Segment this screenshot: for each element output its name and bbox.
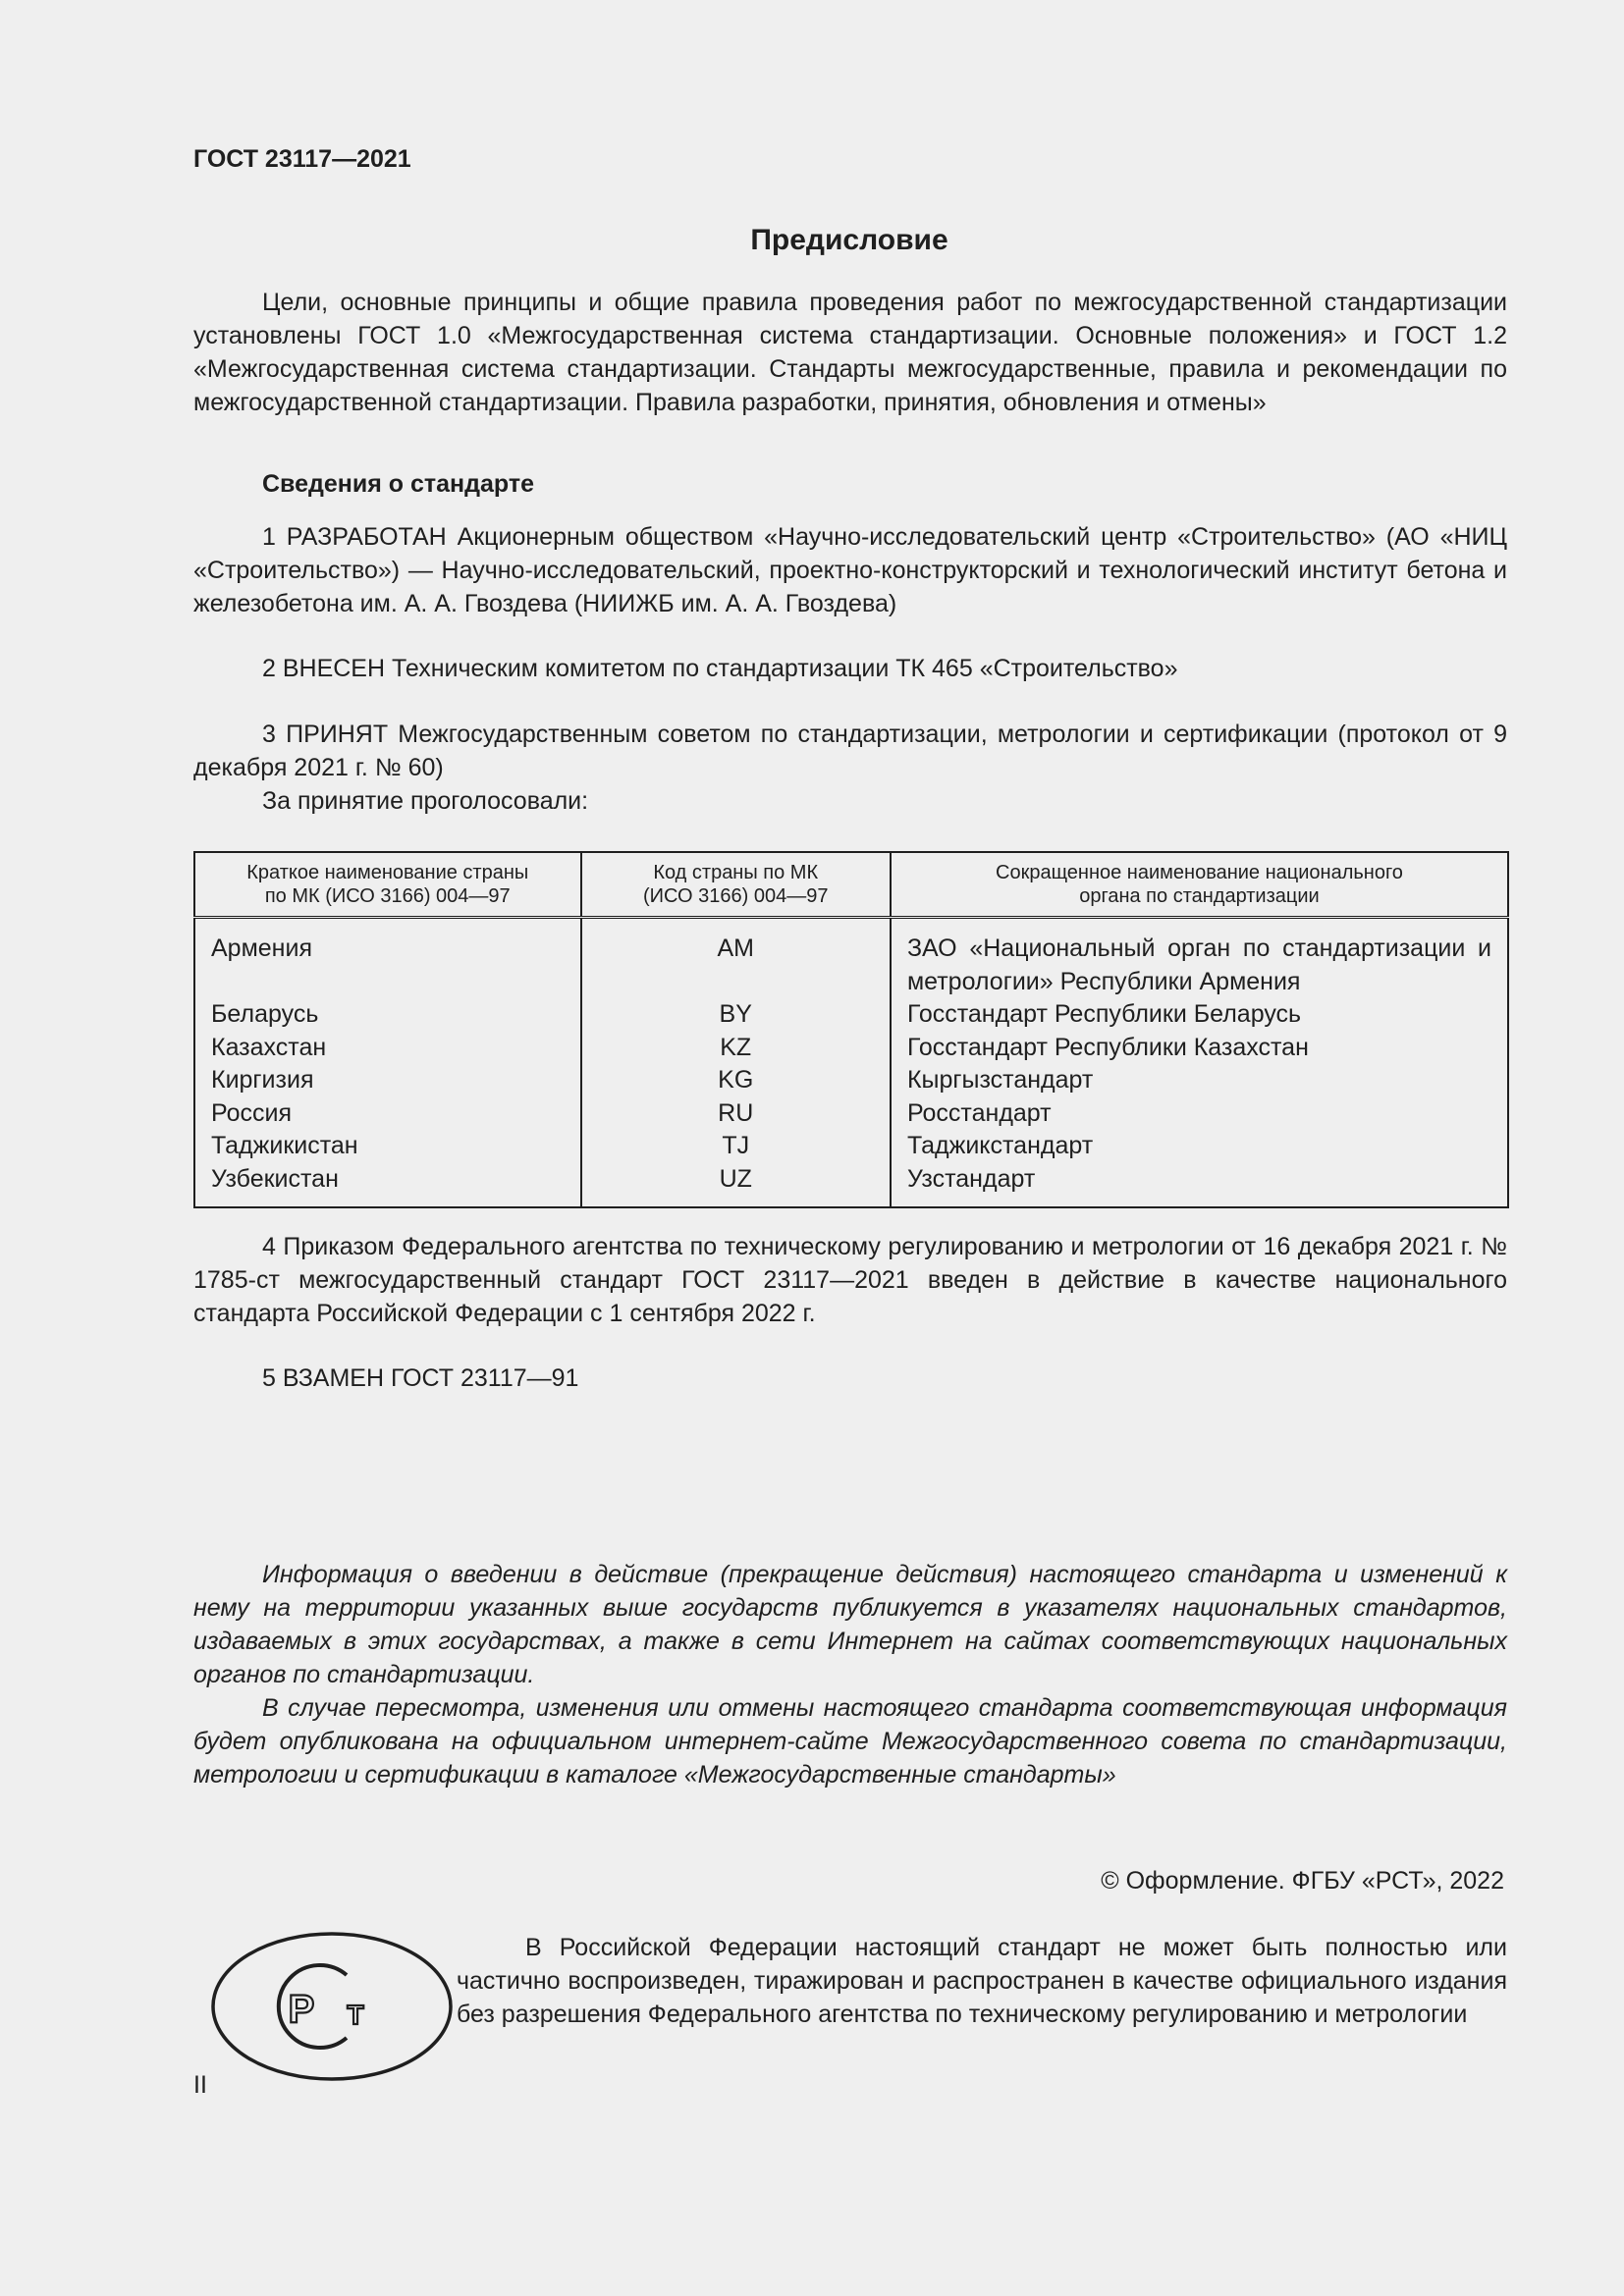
page-title: Предисловие <box>750 224 948 256</box>
section-heading: Сведения о стандарте <box>262 470 535 498</box>
body-cell: Госстандарт Республики Казахстан <box>891 1032 1508 1065</box>
table-row <box>194 1032 1508 1065</box>
intro-paragraph: Цели, основные принципы и общие правила проведения работ по межгосударственной стандартизации установлены ГОСТ 1.0 «Межгосударственная система стандартизации. Основные положения» и ГОСТ 1.2 «Межгосударственная система стандартизации. Стандарты межгосударственные, правила и рекомендации по межгосударственной стандартизации. Правила разработки, принятия, обновления и отмены» <box>193 289 1507 416</box>
body-cell: ЗАО «Национальный орган по стандартизации и метрологии» Республики Армения <box>891 918 1508 999</box>
table-header-row <box>194 852 1508 918</box>
item-introduced: 2 ВНЕСЕН Техническим комитетом по стандартизации ТК 465 «Строительство» <box>262 655 1178 682</box>
rst-logo-letter-p: Р <box>288 1988 315 2031</box>
header-country-code: Код страны по МК (ИСО 3166) 004—97 <box>581 852 891 918</box>
table-row <box>194 1064 1508 1097</box>
table-row <box>194 918 1508 999</box>
voted-intro: За принятие проголосовали: <box>262 787 589 815</box>
country-cell: Таджикистан <box>194 1130 581 1163</box>
reproduction-notice: В Российской Федерации настоящий стандарт не может быть полностью или частично воспроизведен, тиражирован и распространен в качестве официального издания без разрешения Федерального агентства по техническому регулированию и метрологии <box>457 1934 1507 2028</box>
code-cell: UZ <box>581 1163 891 1208</box>
item-order: 4 Приказом Федерального агентства по техническому регулированию и метрологии от 16 декабря 2021 г. № 1785-ст межгосударственный стандарт ГОСТ 23117—2021 введен в действие в качестве национального стандарта Российской Федерации с 1 сентября 2022 г. <box>193 1233 1507 1327</box>
copyright-line: © Оформление. ФГБУ «РСТ», 2022 <box>1101 1867 1504 1895</box>
country-cell: Киргизия <box>194 1064 581 1097</box>
code-cell: BY <box>581 998 891 1032</box>
rst-logo <box>209 1928 455 2085</box>
table-row <box>194 998 1508 1032</box>
rst-logo-letter-t: Т <box>347 2000 364 2030</box>
table-row <box>194 1130 1508 1163</box>
code-cell: TJ <box>581 1130 891 1163</box>
code-cell: KG <box>581 1064 891 1097</box>
code-cell: RU <box>581 1097 891 1131</box>
voting-table <box>193 851 1509 1208</box>
body-cell: Кыргызстандарт <box>891 1064 1508 1097</box>
country-cell: Узбекистан <box>194 1163 581 1208</box>
country-cell: Россия <box>194 1097 581 1131</box>
body-cell: Таджикстандарт <box>891 1130 1508 1163</box>
item-adopted: 3 ПРИНЯТ Межгосударственным советом по стандартизации, метрологии и сертификации (протокол от 9 декабря 2021 г. № 60) <box>193 721 1507 781</box>
header-national-body: Сокращенное наименование национального органа по стандартизации <box>891 852 1508 918</box>
table-row <box>194 1097 1508 1131</box>
item-replaces: 5 ВЗАМЕН ГОСТ 23117—91 <box>262 1364 579 1392</box>
table-row <box>194 1163 1508 1208</box>
country-cell: Армения <box>194 918 581 999</box>
header-country-name: Краткое наименование страны по МК (ИСО 3166) 004—97 <box>194 852 581 918</box>
info-paragraph-1: Информация о введении в действие (прекращение действия) настоящего стандарта и изменений к нему на территории указанных выше государств публикуется в указателях национальных стандартов, издаваемых в этих государствах, а также в сети Интернет на сайтах соответствующих национальных органов по стандартизации. <box>193 1561 1507 1688</box>
body-cell: Росстандарт <box>891 1097 1508 1131</box>
document-code: ГОСТ 23117—2021 <box>193 145 411 173</box>
body-cell: Узстандарт <box>891 1163 1508 1208</box>
info-paragraph-2: В случае пересмотра, изменения или отмены настоящего стандарта соответствующая информация будет опубликована на официальном интернет-сайте Межгосударственного совета по стандартизации, метрологии и сертификации в каталоге «Межгосударственные стандарты» <box>193 1694 1507 1789</box>
code-cell: AM <box>581 918 891 999</box>
body-cell: Госстандарт Республики Беларусь <box>891 998 1508 1032</box>
page-number: II <box>193 2071 207 2099</box>
country-cell: Беларусь <box>194 998 581 1032</box>
country-cell: Казахстан <box>194 1032 581 1065</box>
code-cell: KZ <box>581 1032 891 1065</box>
item-developed: 1 РАЗРАБОТАН Акционерным обществом «Научно-исследовательский центр «Строительство» (АО «НИЦ «Строительство») — Научно-исследовательский, проектно-конструкторский и технологический институт бетона и железобетона им. А. А. Гвоздева (НИИЖБ им. А. А. Гвоздева) <box>193 523 1507 617</box>
